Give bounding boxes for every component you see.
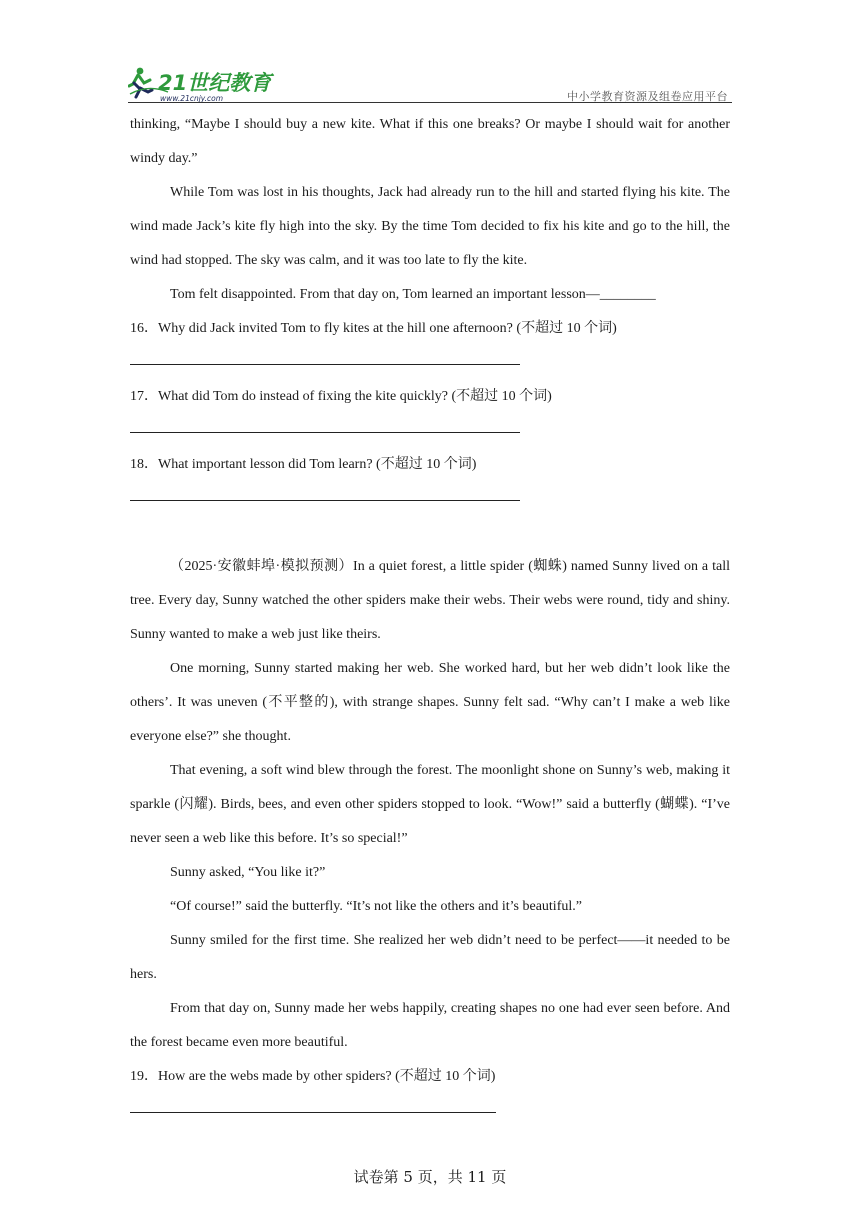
question-17: 17．What did Tom do instead of fixing the kite quickly? (不超过 10 个词) — [130, 389, 552, 404]
page-content — [130, 108, 730, 1128]
passage2-paragraph-1: （2025·安徽蚌埠·模拟预测）In a quiet forest, a little spider (蜘蛛) named Sunny lived on a tall tree. Every day, Sunny watched the other spiders make their webs. Their webs were round, tidy and shiny. Sunny wanted to make a web just like theirs. — [130, 559, 730, 642]
section-gap — [130, 516, 730, 550]
answer-line-18[interactable] — [130, 482, 730, 516]
page-number: 试卷第 5 页，共 11 页 — [353, 1168, 507, 1186]
platform-name: 中小学教育资源及组卷应用平台 — [567, 90, 728, 103]
passage2-paragraph-4: Sunny asked, “You like it?” — [170, 865, 326, 880]
passage2-paragraph-3: That evening, a soft wind blew through the forest. The moonlight shone on Sunny’s web, making it sparkle (闪耀). Birds, bees, and even other spiders stopped to look. “Wow!” said a butterfly (蝴蝶). “I’ve never seen a web like this before. It’s so special!” — [130, 763, 730, 846]
passage1-paragraph-1: thinking, “Maybe I should buy a new kite. What if this one breaks? Or maybe I should wait for another windy day.” — [130, 117, 730, 166]
passage1-paragraph-3: Tom felt disappointed. From that day on, Tom learned an important lesson—________ — [170, 287, 656, 302]
page-header — [128, 60, 732, 104]
logo-wordmark: 21世纪教育 — [158, 71, 272, 95]
passage2-paragraph-2: One morning, Sunny started making her web. She worked hard, but her web didn’t look like the others’. It was uneven (不平整的), with strange shapes. Sunny felt sad. “Why can’t I make a web like everyone else?” she thought. — [130, 661, 730, 744]
header-divider — [128, 102, 732, 103]
question-18: 18．What important lesson did Tom learn? (不超过 10 个词) — [130, 457, 477, 472]
passage1-paragraph-2: While Tom was lost in his thoughts, Jack had already run to the hill and started flying his kite. The wind made Jack’s kite fly high into the sky. By the time Tom decided to fix his kite and go to the hill, the wind had stopped. The sky was calm, and it was too late to fly the kite. — [130, 185, 730, 268]
answer-line-19[interactable] — [130, 1094, 730, 1128]
answer-line-16[interactable] — [130, 346, 730, 380]
logo-21cnjy — [128, 64, 278, 104]
logo-url: www.21cnjy.com — [160, 94, 224, 103]
answer-line-17[interactable] — [130, 414, 730, 448]
passage2-paragraph-5: “Of course!” said the butterfly. “It’s not like the others and it’s beautiful.” — [170, 899, 582, 914]
question-19: 19．How are the webs made by other spiders? (不超过 10 个词) — [130, 1069, 496, 1084]
passage2-paragraph-7: From that day on, Sunny made her webs happily, creating shapes no one had ever seen before. And the forest became even more beautiful. — [130, 1001, 730, 1050]
question-16: 16．Why did Jack invited Tom to fly kites at the hill one afternoon? (不超过 10 个词) — [130, 321, 617, 336]
passage2-paragraph-6: Sunny smiled for the first time. She realized her web didn’t need to be perfect——it needed to be hers. — [130, 933, 730, 982]
